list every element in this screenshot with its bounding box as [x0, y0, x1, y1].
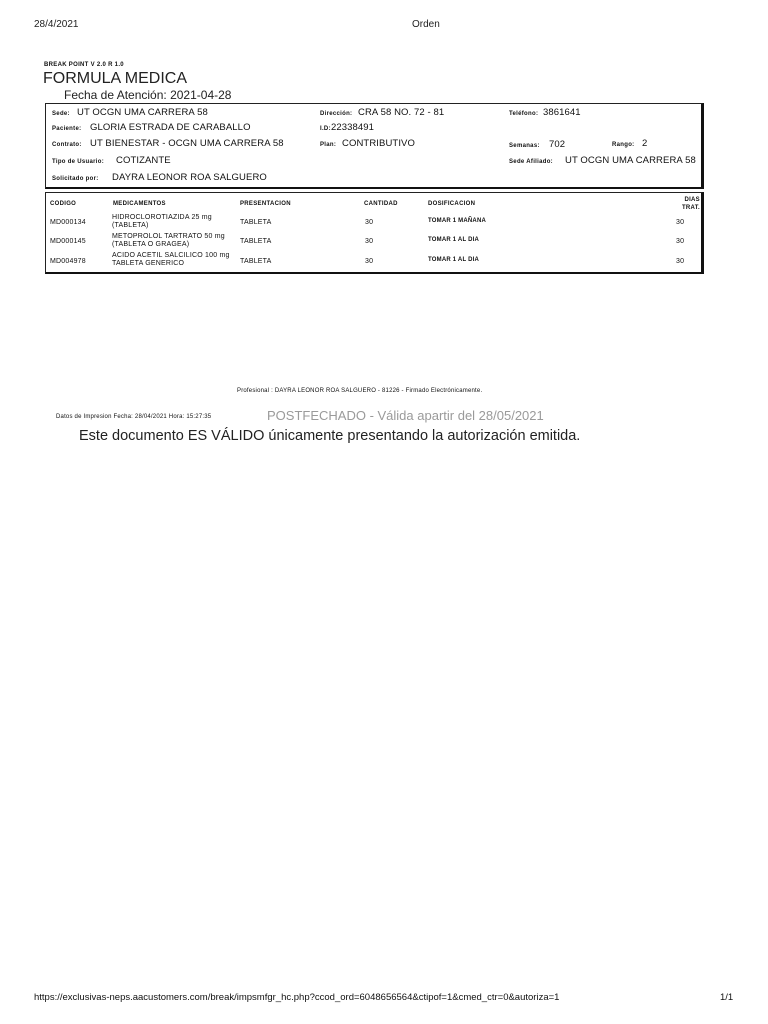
- solicitado-label: Solicitado por:: [52, 176, 99, 182]
- row1-codigo: MD000134: [50, 219, 86, 226]
- semanas-value: 702: [549, 139, 566, 150]
- row2-medicamento: METOPROLOL TARTRATO 50 mg (TABLETA O GRAGEA): [112, 233, 225, 248]
- tipo-usuario-label: Tipo de Usuario:: [52, 159, 105, 165]
- col-dosificacion: DOSIFICACION: [428, 201, 476, 207]
- semanas-label: Semanas:: [509, 143, 540, 149]
- contrato-label: Contrato:: [52, 142, 82, 148]
- col-presentacion: PRESENTACION: [240, 201, 291, 207]
- rango-value: 2: [642, 138, 648, 149]
- col-codigo: CODIGO: [50, 201, 77, 207]
- telefono-label: Teléfono:: [509, 111, 539, 117]
- telefono-value: 3861641: [543, 107, 581, 118]
- page-url: https://exclusivas-neps.aacustomers.com/break/impsmfgr_hc.php?ccod_ord=6048656564&ctipof=1&cmed_ctr=0&autoriza=1: [34, 992, 560, 1003]
- postfechado-notice: POSTFECHADO - Válida apartir del 28/05/2021: [267, 408, 544, 423]
- row3-presentacion: TABLETA: [240, 258, 272, 265]
- validity-notice: Este documento ES VÁLIDO únicamente presentando la autorización emitida.: [79, 428, 581, 444]
- id-label: I.D:: [320, 126, 331, 132]
- plan-value: CONTRIBUTIVO: [342, 138, 415, 149]
- paciente-value: GLORIA ESTRADA DE CARABALLO: [90, 122, 251, 133]
- row2-cantidad: 30: [365, 238, 374, 245]
- row1-cantidad: 30: [365, 219, 374, 226]
- row3-codigo: MD004978: [50, 258, 86, 265]
- page-number: 1/1: [720, 992, 734, 1003]
- print-title: Orden: [412, 19, 440, 30]
- row1-medicamento: HIDROCLOROTIAZIDA 25 mg (TABLETA): [112, 214, 212, 229]
- row1-dosificacion: TOMAR 1 MAÑANA: [428, 218, 487, 224]
- print-info: Datos de Impresion Fecha: 28/04/2021 Hora: 15:27:35: [56, 414, 212, 420]
- tipo-usuario-value: COTIZANTE: [116, 155, 171, 166]
- col-dias-trat: DIAS TRAT.: [681, 197, 700, 211]
- col-cantidad: CANTIDAD: [364, 201, 398, 207]
- print-date: 28/4/2021: [34, 19, 79, 30]
- row1-presentacion: TABLETA: [240, 219, 272, 226]
- row3-dias: 30: [676, 258, 685, 265]
- row3-dosificacion: TOMAR 1 AL DIA: [428, 257, 480, 263]
- sede-afiliado-value: UT OCGN UMA CARRERA 58: [565, 155, 696, 166]
- plan-label: Plan:: [320, 142, 337, 148]
- row2-presentacion: TABLETA: [240, 238, 272, 245]
- direccion-value: CRA 58 NO. 72 - 81: [358, 107, 445, 118]
- row2-dias: 30: [676, 238, 685, 245]
- solicitado-value: DAYRA LEONOR ROA SALGUERO: [112, 172, 267, 183]
- sede-label: Sede:: [52, 111, 70, 117]
- sede-value: UT OCGN UMA CARRERA 58: [77, 107, 208, 118]
- row2-dosificacion: TOMAR 1 AL DIA: [428, 237, 480, 243]
- paciente-label: Paciente:: [52, 126, 82, 132]
- attention-date: Fecha de Atención: 2021-04-28: [64, 88, 232, 102]
- id-value: 22338491: [331, 122, 375, 133]
- rango-label: Rango:: [612, 142, 635, 148]
- col-medicamentos: MEDICAMENTOS: [113, 201, 166, 207]
- profesional-line: Profesional : DAYRA LEONOR ROA SALGUERO - 81226 - Firmado Electrónicamente.: [237, 388, 483, 394]
- row3-medicamento: ACIDO ACETIL SALCILICO 100 mg TABLETA GENERICO: [112, 252, 230, 267]
- document-title: FORMULA MEDICA: [43, 70, 188, 87]
- row1-dias: 30: [676, 219, 685, 226]
- row2-codigo: MD000145: [50, 238, 86, 245]
- contrato-value: UT BIENESTAR - OCGN UMA CARRERA 58: [90, 138, 284, 149]
- row3-cantidad: 30: [365, 258, 374, 265]
- direccion-label: Dirección:: [320, 111, 353, 117]
- software-version: BREAK POINT V 2.0 R 1.0: [44, 62, 124, 68]
- sede-afiliado-label: Sede Afiliado:: [509, 159, 553, 165]
